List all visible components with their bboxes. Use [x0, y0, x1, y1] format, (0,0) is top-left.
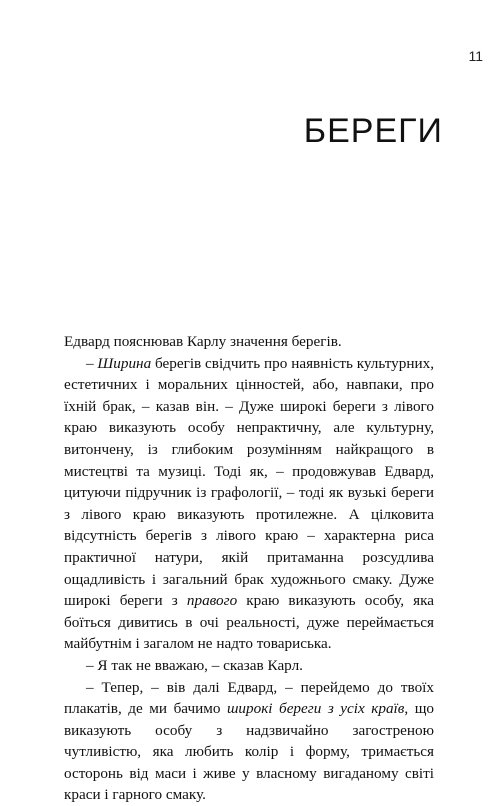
paragraph-margins-width — [64, 353, 434, 655]
chapter-title: БЕРЕГИ — [0, 112, 493, 151]
paragraph-intro: Едвард пояснював Карлу значення берегів. — [64, 331, 434, 353]
page-number: 11 — [468, 48, 483, 64]
paragraph-karl-reply: – Я так не вважаю, – сказав Карл. — [64, 655, 434, 677]
italic-wide-margins: широкі береги з усіх країв — [227, 700, 404, 717]
text-run: – — [86, 355, 97, 372]
text-run: , що виказують особу з надзвичайно загостреною чутливістю, яка любить колір і форму, тримається осторонь від маси і живе у власному вигаданому світі краси і гарного смаку. — [64, 700, 434, 803]
text-run: берегів свідчить про наявність культурних, естетичних і моральних цінностей, або, навпаки, про їхній брак, – казав він. – Дуже широкі береги з лівого краю виказують особу непрактичну, але культурну, витончену, із глибоким розумінням найкращого в мистецтві та музиці. Тоді як, – продовжував Едвард, цитуючи підручник із графології, – тоді як вузькі береги з лівого краю виказують протилежне. А цілковита відсутність берегів з лівого краю – характерна риса практичної натури, якій притаманна розсудлива ощадливість і загальний брак художнього смаку. Дуже широкі береги з — [64, 355, 434, 610]
italic-right: правого — [187, 592, 237, 609]
body-text — [64, 331, 434, 806]
paragraph-posters — [64, 677, 434, 806]
text-run: краю виказують особу, яка боїться дивитись в очі реальності, дуже переймається майбутнім і загалом не надто товариська. — [64, 592, 434, 652]
italic-width: Ширина — [97, 355, 151, 372]
text-run: – Тепер, – вів далі Едвард, – перейдемо до твоїх плакатів, де ми бачимо — [64, 679, 434, 718]
